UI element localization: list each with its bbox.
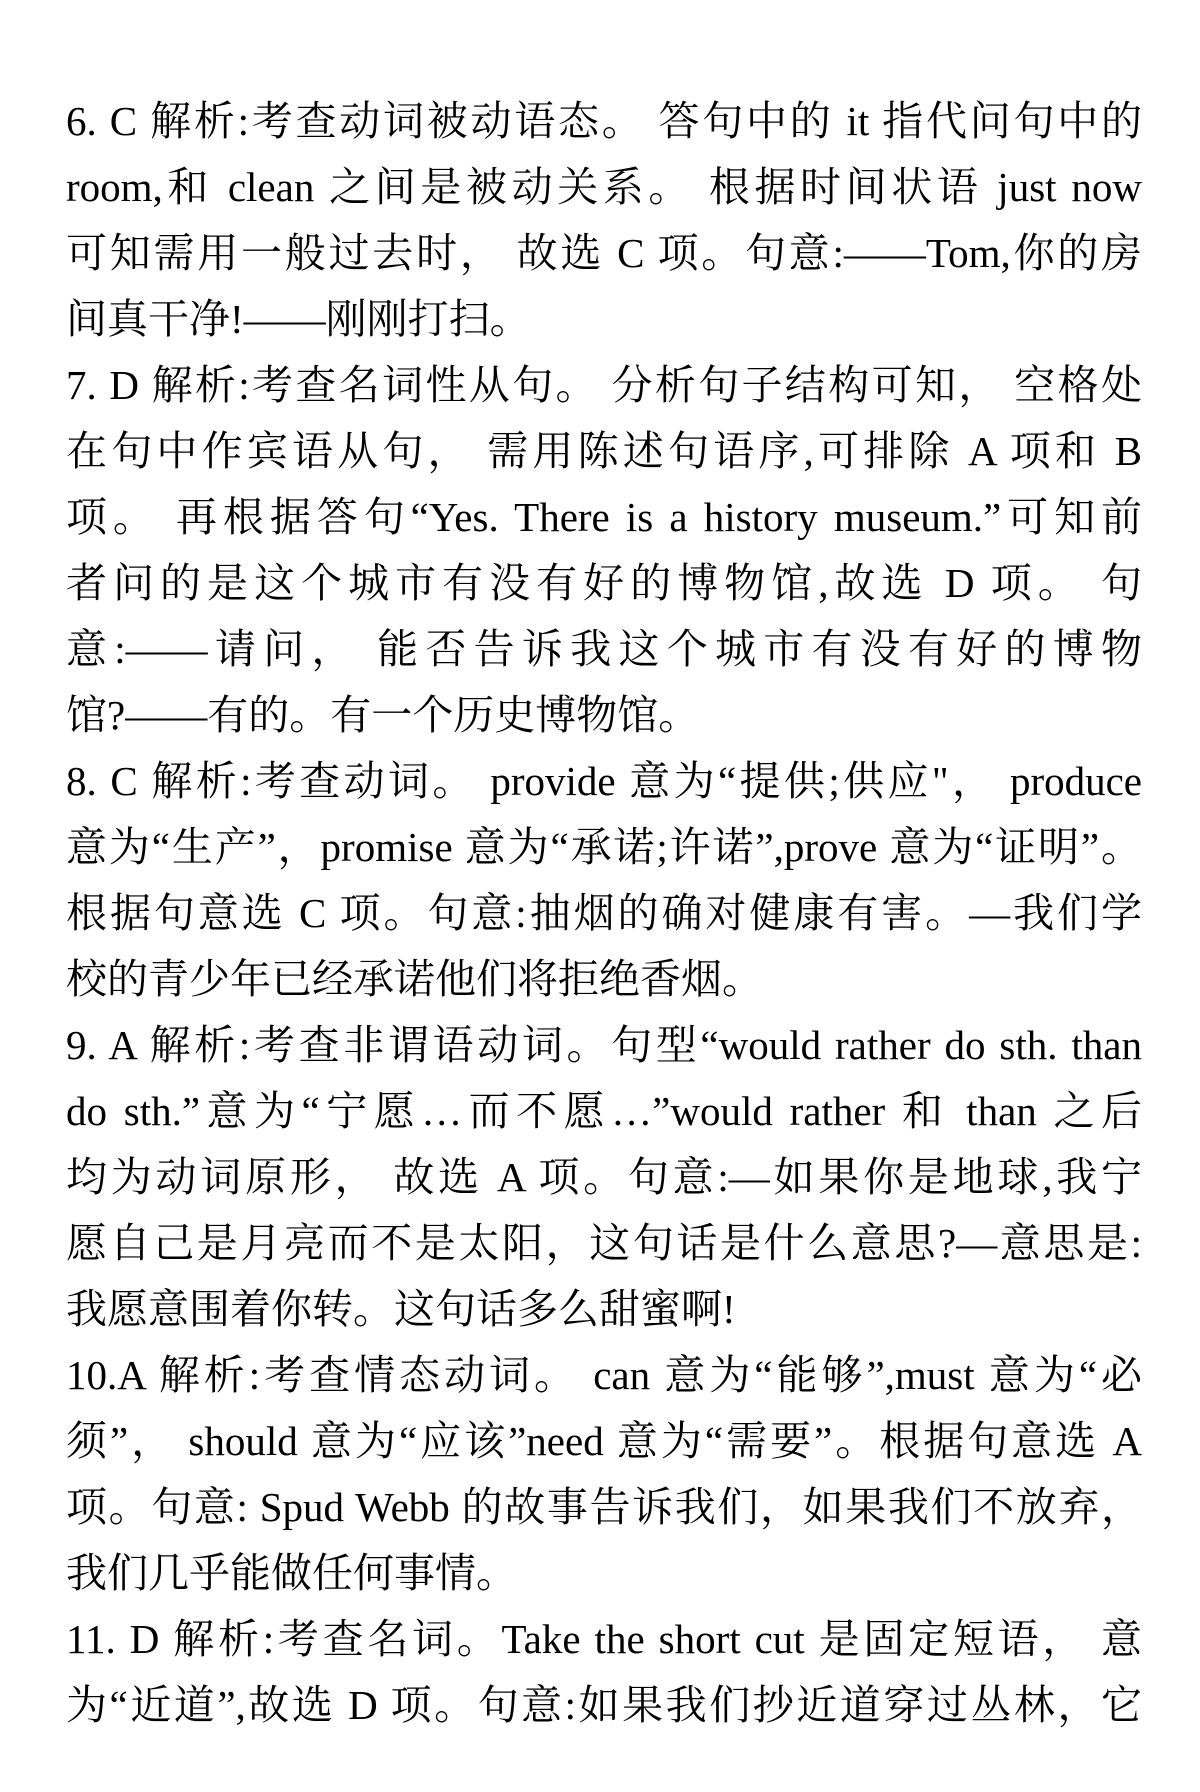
text-line: 校的青少年已经承诺他们将拒绝香烟。 [66,956,763,1002]
text-line: 11. D 解析:考查名词。Take the short cut 是固定短语， 意 [66,1616,1142,1662]
text-line: 根据句意选 C 项。句意:抽烟的确对健康有害。—我们学 [66,890,1142,936]
text-line: 6. C 解析:考查动词被动语态。 答句中的 it 指代问句中的 [66,98,1142,144]
text-line: 间真干净!——刚刚打扫。 [66,296,531,342]
answer-item-6 [66,88,1142,352]
text-line: 项。句意: Spud Webb 的故事告诉我们，如果我们不放弃， [66,1484,1142,1530]
text-line: 8. C 解析:考查动词。 provide 意为“提供;供应"， produce [66,758,1142,804]
text-line: 者问的是这个城市有没有好的博物馆,故选 D 项。 句 [66,560,1142,606]
text-line: 愿自己是月亮而不是太阳，这句话是什么意思?—意思是: [66,1220,1142,1266]
answer-item-10 [66,1342,1142,1606]
text-line: 10.A 解析:考查情态动词。 can 意为“能够”,must 意为“必 [66,1352,1142,1398]
text-line: 9. A 解析:考查非谓语动词。句型“would rather do sth. than [66,1022,1142,1068]
answer-item-8 [66,748,1142,1012]
text-line: room,和 clean 之间是被动关系。 根据时间状语 just now [66,164,1142,210]
text-line: 意:——请问， 能否告诉我这个城市有没有好的博物 [66,626,1142,672]
answer-item-7 [66,352,1142,748]
text-line: 为“近道”,故选 D 项。句意:如果我们抄近道穿过丛林，它 [66,1682,1142,1728]
text-line: 须”， should 意为“应该”need 意为“需要”。根据句意选 A [66,1418,1142,1464]
text-line: 我愿意围着你转。这句话多么甜蜜啊! [66,1286,736,1332]
text-line: 在句中作宾语从句， 需用陈述句语序,可排除 A 项和 B [66,428,1142,474]
answer-item-9 [66,1012,1142,1342]
text-line: 可知需用一般过去时， 故选 C 项。句意:——Tom,你的房 [66,230,1142,276]
text-line: 馆?——有的。有一个历史博物馆。 [66,692,700,738]
text-line: do sth.”意为“宁愿…而不愿…”would rather 和 than 之后 [66,1088,1142,1134]
text-line: 意为“生产”，promise 意为“承诺;许诺”,prove 意为“证明”。 [66,824,1142,870]
text-line: 7. D 解析:考查名词性从句。 分析句子结构可知， 空格处 [66,362,1142,408]
text-line: 项。 再根据答句“Yes. There is a history museum.”可知前 [66,494,1142,540]
text-line: 均为动词原形， 故选 A 项。句意:—如果你是地球,我宁 [66,1154,1142,1200]
text-line: 我们几乎能做任何事情。 [66,1550,517,1596]
answer-item-11 [66,1606,1142,1738]
